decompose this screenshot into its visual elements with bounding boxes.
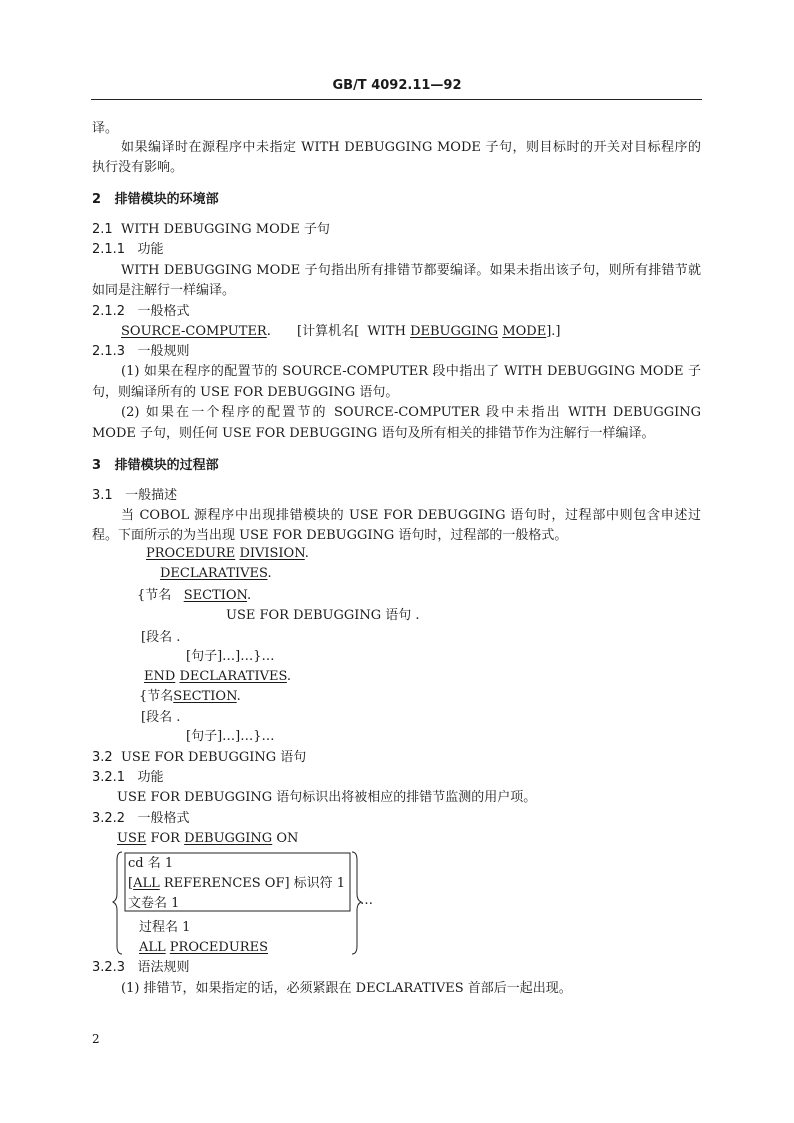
keyword-all: ALL: [133, 876, 160, 891]
section-title: WITH DEBUGGING MODE 子句: [120, 222, 330, 237]
section-3-2-1-heading: [92, 770, 164, 786]
keyword-debugging: DEBUGGING: [184, 831, 273, 846]
section-2-1-1-heading: [92, 242, 164, 258]
section-number: 3.2: [92, 750, 113, 765]
section-3-1-heading: [92, 488, 177, 504]
section-number: 2.1.2: [92, 304, 126, 319]
paragraph-nomode-line1: 如果编译时在源程序中未指定 WITH DEBUGGING MODE 子句，则目标时的开关对目标程序的: [121, 140, 701, 155]
section-title: 排错模块的环境部: [114, 192, 219, 207]
rule-1-line2: 句，则编译所有的 USE FOR DEBUGGING 语句。: [92, 385, 399, 400]
paragraph-nomode-line2: 执行没有影响。: [92, 160, 184, 175]
section-title: 一般描述: [125, 488, 178, 503]
rule-2-line2: MODE 子句，则任何 USE FOR DEBUGGING 语句及所有相关的排错节作为注解行一样编译。: [92, 426, 655, 441]
format-section-line: {节名 SECTION.: [137, 588, 252, 603]
format-use-for-debugging-on: [117, 831, 298, 847]
section-title: 一般格式: [137, 811, 190, 826]
section-title: 语法规则: [137, 960, 190, 975]
keyword-use: USE: [117, 831, 147, 846]
keyword-source-computer: SOURCE-COMPUTER: [121, 324, 267, 339]
keyword-section: SECTION: [183, 588, 248, 603]
keyword-procedure: PROCEDURE: [146, 546, 236, 561]
syntax-rule-1: (1) 排错节，如果指定的话，必须紧跟在 DECLARATIVES 首部后一起出现。: [121, 981, 572, 996]
section-2-1-heading: [92, 222, 330, 238]
section-number: 2.1.1: [92, 242, 126, 257]
section-title: 一般规则: [137, 344, 190, 359]
format-declaratives: DECLARATIVES.: [160, 566, 272, 581]
format-procedure-division: PROCEDURE DIVISION.: [146, 546, 309, 561]
format-paragraph-line: [段名 .: [141, 630, 181, 645]
section-number: 2.1: [92, 222, 113, 237]
section-title: 功能: [137, 242, 164, 257]
section-title: 功能: [137, 770, 164, 785]
option-all-procedures: [139, 940, 268, 956]
keyword-for: FOR: [150, 831, 180, 846]
keyword-declaratives: DECLARATIVES: [160, 566, 268, 581]
format-sentence-line-2: [句子]…]…}…: [186, 729, 275, 744]
function-text-line1: WITH DEBUGGING MODE 子句指出所有排错节都要编译。如果未指出该子句，则所有排错节就: [121, 263, 701, 278]
section-number: 3.2.1: [92, 770, 126, 785]
section-3-2-2-heading: [92, 811, 190, 827]
description-line2: 程。下面所示的为当出现 USE FOR DEBUGGING 语句时，过程部的一般格式。: [92, 528, 568, 543]
section-number: 3.2.2: [92, 811, 126, 826]
section-number: 2.1.3: [92, 344, 126, 359]
section-number: 2: [92, 192, 102, 207]
format-section-line-2: {节名SECTION.: [139, 689, 241, 704]
header-rule: [91, 99, 702, 100]
keyword-division: DIVISION: [239, 546, 305, 561]
section-3-2-heading: [92, 750, 306, 766]
section-2-1-3-heading: [92, 344, 190, 360]
keyword-section: SECTION: [173, 689, 237, 704]
section-2-1-2-heading: [92, 304, 190, 320]
brace-open: {节名: [137, 588, 172, 603]
bracket-close: ].]: [546, 324, 561, 339]
option-all-references: [ALL REFERENCES OF] 标识符 1: [128, 876, 346, 891]
keyword-mode: MODE: [502, 324, 547, 339]
function-text-line2: 如同是注解行一样编译。: [92, 283, 236, 298]
format-end-declaratives: END DECLARATIVES.: [144, 669, 292, 684]
page-number: 2: [92, 1032, 100, 1046]
format-ellipsis: …: [360, 893, 373, 908]
section-3-2-3-heading: [92, 960, 190, 976]
section-title: 一般格式: [137, 304, 190, 319]
option-file-name: 文卷名 1: [128, 896, 180, 911]
keyword-end: END: [144, 669, 176, 684]
rule-1-line1: (1) 如果在程序的配置节的 SOURCE-COMPUTER 段中指出了 WITH DEBUGGING MODE 子: [121, 364, 701, 379]
keyword-all: ALL: [139, 940, 166, 955]
description-line1: 当 COBOL 源程序中出现排错模块的 USE FOR DEBUGGING 语句时，过程部中则包含申述过: [121, 508, 701, 523]
format-with-debugging-mode: [297, 324, 560, 340]
paragraph-continuation: 译。: [92, 121, 119, 136]
option-cd-name: cd 名 1: [128, 856, 174, 871]
keyword-with: WITH: [367, 324, 406, 339]
bracket-open: [计算机名[: [297, 324, 360, 339]
format-sentence-line: [句子]…]…}…: [186, 649, 275, 664]
section-number: 3: [92, 458, 102, 473]
section-2-heading: [92, 192, 219, 208]
rule-2-line1: (2) 如果在一个程序的配置节的 SOURCE-COMPUTER 段中未指出 WITH DEBUGGING: [121, 405, 701, 420]
brace-open: {节名: [139, 689, 174, 704]
keyword-procedures: PROCEDURES: [169, 940, 268, 955]
section-number: 3.1: [92, 488, 113, 503]
function-text-3-2-1: USE FOR DEBUGGING 语句标识出将被相应的排错节监测的用户项。: [117, 790, 537, 805]
option-procedure-name: 过程名 1: [139, 920, 191, 935]
page-header: GB/T 4092.11—92: [332, 78, 462, 93]
format-source-computer: SOURCE-COMPUTER.: [121, 324, 271, 339]
keyword-declaratives: DECLARATIVES: [179, 669, 287, 684]
format-use-statement: USE FOR DEBUGGING 语句 .: [226, 608, 420, 623]
section-title: USE FOR DEBUGGING 语句: [120, 750, 307, 765]
section-3-heading: [92, 458, 219, 474]
keyword-debugging: DEBUGGING: [410, 324, 499, 339]
keyword-on: ON: [276, 831, 299, 846]
section-number: 3.2.3: [92, 960, 126, 975]
section-title: 排错模块的过程部: [114, 458, 219, 473]
format-paragraph-line-2: [段名 .: [141, 710, 181, 725]
